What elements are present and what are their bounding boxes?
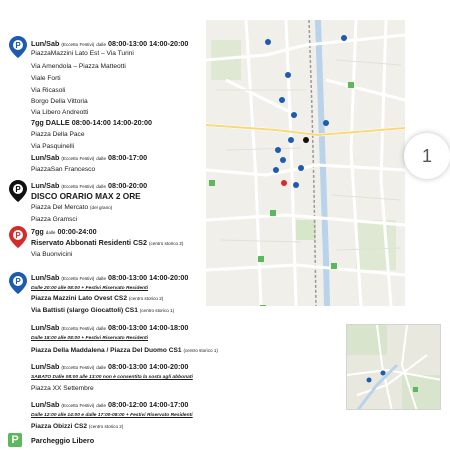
section-title: DISCO ORARIO MAX 2 ORE	[31, 191, 141, 201]
street-name: Via Battisti (slargo Giocattoli) CS1 (centro storico 1)	[31, 307, 175, 314]
street-name: Piazza Mazzini Lato Ovest CS2 (centro storico 2)	[31, 295, 164, 302]
street-name: Via Buonvicini	[31, 251, 73, 258]
street-name: Viale Forti	[31, 75, 61, 82]
hours-line: Lun/Sab (Eccetto Festivi) dalle 08:00-12:00 14:00-17:00	[31, 400, 189, 409]
street-name: PiazzaSan Francesco	[31, 166, 96, 173]
red-parking-pin-icon	[9, 226, 27, 248]
hours-line: Lun/Sab (Eccetto Festivi) dalle 08:00-13:00 14:00-20:00	[31, 273, 189, 282]
parking-map[interactable]	[206, 20, 405, 306]
map-canvas	[206, 20, 405, 306]
svg-text:P: P	[15, 277, 21, 286]
free-parking-label: Parcheggio Libero	[31, 436, 95, 445]
black-parking-pin-icon	[9, 180, 27, 202]
blue-parking-pin-icon	[9, 272, 27, 294]
blue-parking-pin-icon	[9, 36, 27, 58]
section-title: Riservato Abbonati Residenti CS2 (centro storico 2)	[31, 238, 184, 247]
parking-legend	[0, 0, 218, 450]
street-name: Via Ricasoli	[31, 87, 66, 94]
svg-text:P: P	[15, 231, 21, 240]
free-parking-icon: P	[8, 433, 22, 447]
rule-note: Dalle 12:00 alle 14:00 e dalle 17:00-08:00 + Festivi Riservato Residenti	[31, 413, 193, 418]
hours-line: Lun/Sab (Eccetto Festivi) dalle 08:00-20:00	[31, 181, 148, 190]
hours-line: Lun/Sab (Eccetto Festivi) dalle 08:00-13:00 14:00-18:00	[31, 323, 189, 332]
rule-note: SABATO Dalle 08:00 alle 13:00 non è consentita la sosta agli abbonati	[31, 375, 193, 380]
street-name: Borgo Della Vittoria	[31, 98, 88, 105]
street-name: Piazza Della Pace	[31, 131, 85, 138]
street-name: Piazza Della Maddalena / Piazza Del Duomo CS1 (centro storico 1)	[31, 347, 218, 354]
street-name: Piazza Del Mercato (del grano)	[31, 204, 113, 211]
rule-note: Dalle 20:00 alle 08:00 + Festivi Riservato Residenti	[31, 286, 149, 291]
hours-line: Lun/Sab (Eccetto Festivi) dalle 08:00-17:00	[31, 153, 148, 162]
rule-note: Dalle 18:00 alle 08:00 + Festivi Riservato Residenti	[31, 336, 149, 341]
street-name: Via Pasquinelli	[31, 143, 75, 150]
svg-text:P: P	[15, 41, 21, 50]
hours-line: 7gg DALLE 08:00-14:00 14:00-20:00	[31, 118, 153, 127]
svg-text:P: P	[15, 185, 21, 194]
street-name: Piazza Obizzi CS2 (centro storico 2)	[31, 423, 124, 430]
hours-line: Lun/Sab (Eccetto Festivi) dalle 08:00-13:00 14:00-20:00	[31, 362, 189, 371]
street-name: PiazzaMazzini Lato Est – Via Turini	[31, 50, 134, 57]
inset-map-canvas	[347, 325, 441, 410]
street-name: Via Amendola – Piazza Matteotti	[31, 63, 126, 70]
street-name: Via Libero Andreotti	[31, 109, 89, 116]
hours-line: 7gg dalle 00:00-24:00	[31, 227, 97, 236]
inset-map[interactable]	[346, 324, 441, 410]
street-name: Piazza Gramsci	[31, 216, 78, 223]
page-number-bubble: 1	[404, 133, 450, 179]
street-name: Piazza XX Settembre	[31, 385, 94, 392]
hours-line: Lun/Sab (Eccetto Festivi) dalle 08:00-13:00 14:00-20:00	[31, 39, 189, 48]
